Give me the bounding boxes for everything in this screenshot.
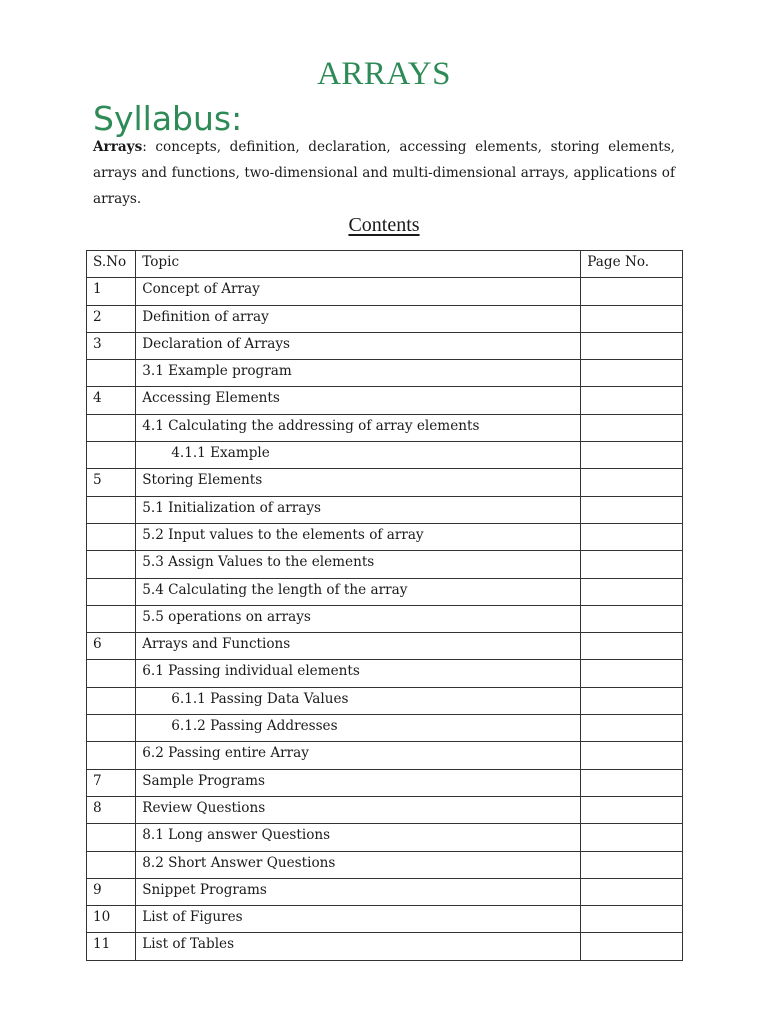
- row-sno: [87, 360, 136, 387]
- contents-table: [86, 250, 683, 961]
- row-page: [581, 551, 683, 578]
- row-topic: List of Figures: [136, 906, 581, 933]
- row-topic: Arrays and Functions: [136, 633, 581, 660]
- row-sno: [87, 824, 136, 851]
- row-sno: 8: [87, 796, 136, 823]
- row-page: [581, 523, 683, 550]
- row-page: [581, 769, 683, 796]
- row-page: [581, 578, 683, 605]
- row-page: [581, 796, 683, 823]
- row-page: [581, 851, 683, 878]
- row-page: [581, 332, 683, 359]
- row-topic: Declaration of Arrays: [136, 332, 581, 359]
- syllabus-label: Arrays: [93, 139, 143, 155]
- table-row: [87, 414, 683, 441]
- table-row: [87, 605, 683, 632]
- table-row: [87, 933, 683, 960]
- table-row: [87, 851, 683, 878]
- row-sno: [87, 496, 136, 523]
- row-sno: 11: [87, 933, 136, 960]
- row-topic: 4.1.1 Example: [136, 442, 581, 469]
- table-row: [87, 878, 683, 905]
- row-topic: 5.3 Assign Values to the elements: [136, 551, 581, 578]
- table-row: [87, 360, 683, 387]
- row-sno: [87, 414, 136, 441]
- row-sno: 2: [87, 305, 136, 332]
- row-topic: 5.4 Calculating the length of the array: [136, 578, 581, 605]
- row-topic: 6.1.1 Passing Data Values: [136, 687, 581, 714]
- row-sno: 9: [87, 878, 136, 905]
- table-row: [87, 442, 683, 469]
- row-topic: 5.2 Input values to the elements of array: [136, 523, 581, 550]
- row-topic: Storing Elements: [136, 469, 581, 496]
- table-row: [87, 469, 683, 496]
- row-sno: [87, 851, 136, 878]
- row-sno: 1: [87, 278, 136, 305]
- row-topic: Concept of Array: [136, 278, 581, 305]
- table-row: [87, 660, 683, 687]
- row-sno: [87, 442, 136, 469]
- row-topic: 8.2 Short Answer Questions: [136, 851, 581, 878]
- table-row: [87, 769, 683, 796]
- row-page: [581, 715, 683, 742]
- row-topic: 8.1 Long answer Questions: [136, 824, 581, 851]
- header-sno: S.No: [87, 251, 136, 278]
- row-sno: [87, 687, 136, 714]
- row-sno: [87, 605, 136, 632]
- table-row: [87, 278, 683, 305]
- row-page: [581, 605, 683, 632]
- contents-title: Contents: [348, 214, 420, 236]
- row-page: [581, 414, 683, 441]
- contents-table-body: [87, 278, 683, 960]
- row-sno: [87, 742, 136, 769]
- table-row: [87, 551, 683, 578]
- row-topic: List of Tables: [136, 933, 581, 960]
- syllabus-paragraph: [93, 134, 675, 212]
- row-sno: [87, 578, 136, 605]
- page-title: ARRAYS: [317, 56, 451, 92]
- row-topic: Sample Programs: [136, 769, 581, 796]
- row-topic: 6.1.2 Passing Addresses: [136, 715, 581, 742]
- row-page: [581, 469, 683, 496]
- row-sno: 6: [87, 633, 136, 660]
- row-sno: [87, 715, 136, 742]
- row-sno: [87, 523, 136, 550]
- row-page: [581, 360, 683, 387]
- table-row: [87, 796, 683, 823]
- syllabus-heading: Syllabus:: [93, 99, 243, 138]
- row-page: [581, 742, 683, 769]
- table-row: [87, 715, 683, 742]
- row-topic: 6.2 Passing entire Array: [136, 742, 581, 769]
- table-row: [87, 523, 683, 550]
- row-page: [581, 824, 683, 851]
- row-topic: Review Questions: [136, 796, 581, 823]
- row-sno: 10: [87, 906, 136, 933]
- row-sno: 5: [87, 469, 136, 496]
- table-row: [87, 687, 683, 714]
- row-page: [581, 687, 683, 714]
- row-page: [581, 305, 683, 332]
- table-row: [87, 332, 683, 359]
- table-row: [87, 742, 683, 769]
- table-row: [87, 906, 683, 933]
- table-row: [87, 633, 683, 660]
- table-row: [87, 578, 683, 605]
- row-page: [581, 633, 683, 660]
- row-topic: Snippet Programs: [136, 878, 581, 905]
- table-row: [87, 496, 683, 523]
- row-sno: [87, 551, 136, 578]
- table-row: [87, 387, 683, 414]
- row-topic: 5.5 operations on arrays: [136, 605, 581, 632]
- row-topic: 3.1 Example program: [136, 360, 581, 387]
- row-page: [581, 878, 683, 905]
- row-page: [581, 278, 683, 305]
- row-sno: 4: [87, 387, 136, 414]
- row-page: [581, 496, 683, 523]
- table-row: [87, 824, 683, 851]
- row-page: [581, 933, 683, 960]
- table-row: [87, 305, 683, 332]
- row-page: [581, 906, 683, 933]
- syllabus-body: : concepts, definition, declaration, accessing elements, storing elements, arrays and functions, two-dimensional and multi-dimensional arrays, applications of arrays.: [93, 139, 675, 207]
- row-sno: 7: [87, 769, 136, 796]
- row-topic: 4.1 Calculating the addressing of array elements: [136, 414, 581, 441]
- row-topic: Accessing Elements: [136, 387, 581, 414]
- row-topic: 5.1 Initialization of arrays: [136, 496, 581, 523]
- row-topic: 6.1 Passing individual elements: [136, 660, 581, 687]
- header-page: Page No.: [581, 251, 683, 278]
- row-topic: Definition of array: [136, 305, 581, 332]
- row-page: [581, 442, 683, 469]
- row-page: [581, 660, 683, 687]
- table-header-row: [87, 251, 683, 278]
- row-page: [581, 387, 683, 414]
- row-sno: 3: [87, 332, 136, 359]
- row-sno: [87, 660, 136, 687]
- header-topic: Topic: [136, 251, 581, 278]
